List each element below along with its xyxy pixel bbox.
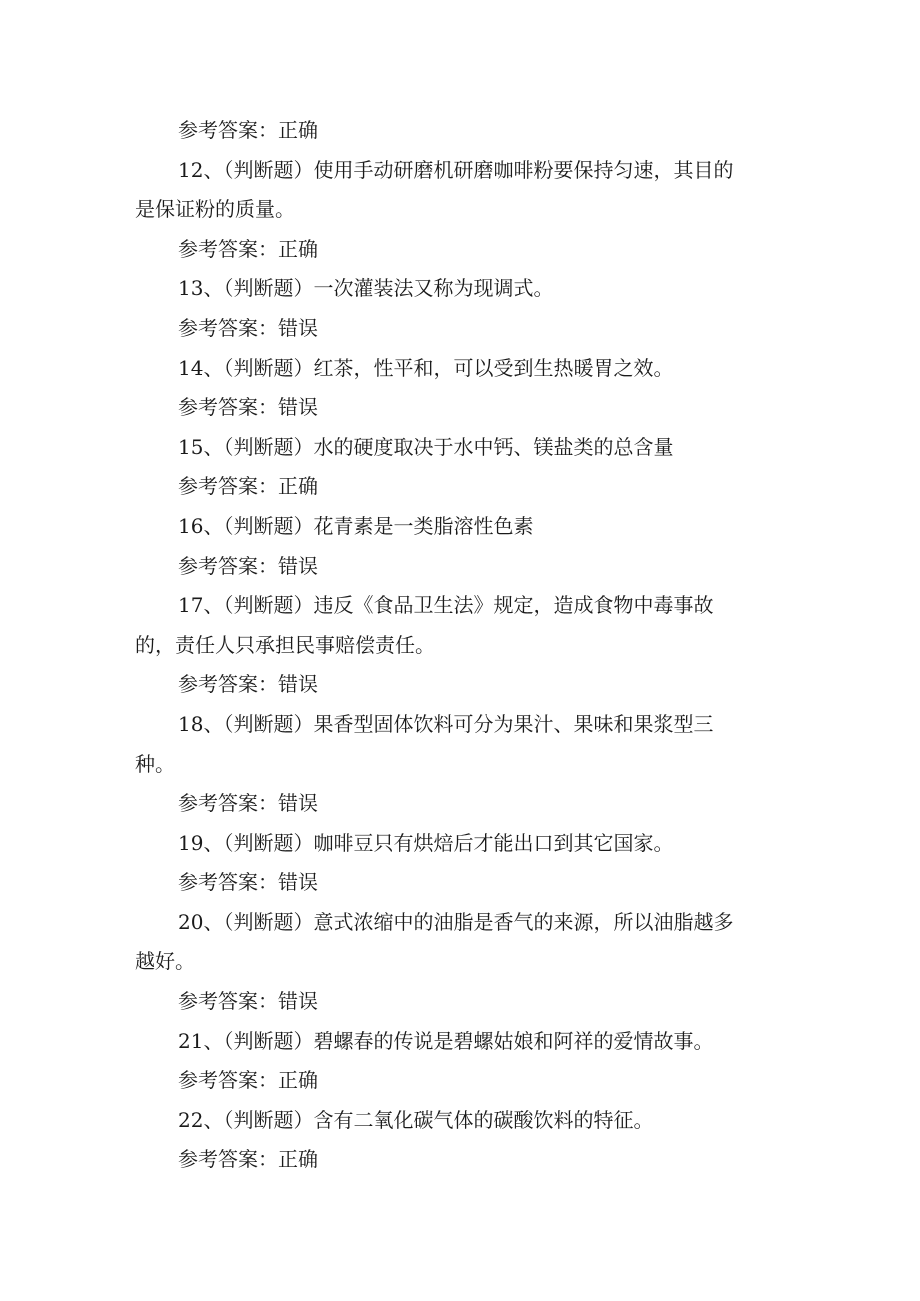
answer-block [135,467,790,507]
question-block [135,428,790,468]
question-text: 19、（判断题）咖啡豆只有烘焙后才能出口到其它国家。 [178,830,674,855]
question-text: 越好。 [135,949,195,974]
answer-block [135,230,790,270]
answer-block [135,665,790,705]
question-text: 种。 [135,751,175,776]
question-block [135,507,790,547]
answer-text: 参考答案：正确 [178,474,318,499]
question-text: 16、（判断题）花青素是一类脂溶性色素 [178,513,534,538]
answer-block [135,111,790,151]
question-text: 15、（判断题）水的硬度取决于水中钙、镁盐类的总含量 [178,434,674,459]
question-text: 12、（判断题）使用手动研磨机研磨咖啡粉要保持匀速，其目的 [178,157,734,182]
question-text: 20、（判断题）意式浓缩中的油脂是香气的来源，所以油脂越多 [178,909,734,934]
question-block [135,1101,790,1141]
question-list [135,111,790,1180]
question-block [135,1022,790,1062]
question-text: 13、（判断题）一次灌装法又称为现调式。 [178,276,554,301]
answer-block [135,388,790,428]
question-block [135,151,790,230]
answer-text: 参考答案：正确 [178,1147,318,1172]
question-text: 21、（判断题）碧螺春的传说是碧螺姑娘和阿祥的爱情故事。 [178,1028,714,1053]
question-text: 17、（判断题）违反《食品卫生法》规定，造成食物中毒事故 [178,593,714,618]
answer-text: 参考答案：正确 [178,236,318,261]
answer-text: 参考答案：错误 [178,989,318,1014]
question-block [135,586,790,665]
answer-text: 参考答案：错误 [178,315,318,340]
answer-block [135,1140,790,1180]
answer-text: 参考答案：错误 [178,791,318,816]
question-text: 14、（判断题）红茶，性平和，可以受到生热暖胃之效。 [178,355,674,380]
answer-text: 参考答案：正确 [178,1068,318,1093]
question-text: 是保证粉的质量。 [135,197,295,222]
question-text: 18、（判断题）果香型固体饮料可分为果汁、果味和果浆型三 [178,711,714,736]
answer-block [135,784,790,824]
answer-block [135,982,790,1022]
question-block [135,349,790,389]
answer-text: 参考答案：错误 [178,395,318,420]
question-text: 的，责任人只承担民事赔偿责任。 [135,632,435,657]
question-block [135,705,790,784]
answer-text: 参考答案：正确 [178,118,318,142]
answer-block [135,547,790,587]
answer-block [135,863,790,903]
answer-block [135,1061,790,1101]
question-block [135,903,790,982]
answer-text: 参考答案：错误 [178,870,318,895]
question-block [135,824,790,864]
answer-block [135,309,790,349]
answer-text: 参考答案：错误 [178,553,318,578]
answer-text: 参考答案：错误 [178,672,318,697]
question-text: 22、（判断题）含有二氧化碳气体的碳酸饮料的特征。 [178,1107,654,1132]
question-block [135,269,790,309]
